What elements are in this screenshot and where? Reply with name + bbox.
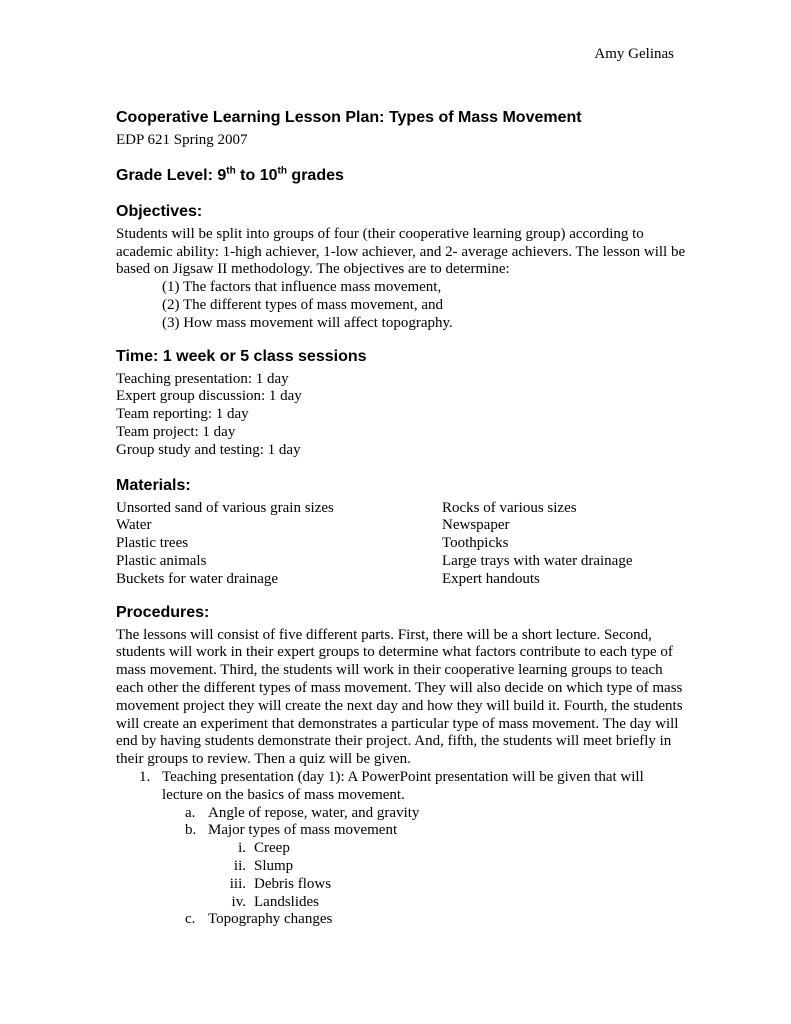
objective-item: (1) The factors that influence mass movement, <box>162 279 442 296</box>
materials-list <box>116 500 686 589</box>
time-item: Teaching presentation: 1 day <box>116 370 289 387</box>
objectives-heading: Objectives: <box>116 202 203 220</box>
time-item: Team project: 1 day <box>116 423 236 440</box>
sub-sub-step-text: Landslides <box>254 893 319 910</box>
material-item: Newspaper <box>442 517 510 534</box>
time-item: Team reporting: 1 day <box>116 406 249 423</box>
sub-sub-step-text: Slump <box>254 857 294 874</box>
roman-numeral: ii. <box>233 857 246 874</box>
sub-sub-step <box>116 876 686 894</box>
step-number: 1. <box>139 768 151 785</box>
material-item: Water <box>116 517 152 534</box>
sub-step <box>116 911 686 929</box>
sub-sub-step <box>116 840 686 858</box>
material-item: Rocks of various sizes <box>442 499 577 516</box>
sub-sub-step <box>116 894 686 912</box>
sub-sub-step-text: Creep <box>254 840 290 857</box>
sub-step <box>116 822 686 840</box>
procedure-step <box>116 769 686 805</box>
material-item: Plastic animals <box>116 552 207 569</box>
procedures-intro: The lessons will consist of five different parts. First, there will be a short lecture. Second, students will work in their expert groups to determine what factors contribute to each type of mass movement. Third, the students will work in their cooperative learning groups to teach each other the different types of mass movement. They will also decide on which type of mass movement project they will create the next day and how they will build it. Fourth, the students will create an experiment that demonstrates a particular type of mass movement. The day will end by having students demonstrate their project. And, fifth, the students will meet briefly in their groups to review. Then a quiz will be given. <box>116 626 683 768</box>
sub-step-text: Major types of mass movement <box>208 822 398 839</box>
sub-step-letter: a. <box>185 804 196 821</box>
material-item: Plastic trees <box>116 535 189 552</box>
objective-item: (2) The different types of mass movement, and <box>162 296 444 313</box>
time-list <box>116 371 686 460</box>
document-title: Cooperative Learning Lesson Plan: Types of Mass Movement <box>116 109 582 126</box>
objectives-list <box>116 279 686 332</box>
grade-level-heading: Grade Level: 9th to 10th grades <box>116 165 344 184</box>
time-heading: Time: 1 week or 5 class sessions <box>116 347 367 365</box>
material-item: Large trays with water drainage <box>442 552 633 569</box>
sub-sub-step <box>116 858 686 876</box>
time-item: Group study and testing: 1 day <box>116 441 301 458</box>
sub-step-text: Topography changes <box>208 911 333 928</box>
sub-step-letter: c. <box>185 911 196 928</box>
sub-step-text: Angle of repose, water, and gravity <box>208 804 420 821</box>
procedures-heading: Procedures: <box>116 603 210 621</box>
course-info: EDP 621 Spring 2007 <box>116 132 248 148</box>
material-item: Buckets for water drainage <box>116 570 279 587</box>
author-name: Amy Gelinas <box>594 46 674 62</box>
material-item: Toothpicks <box>442 535 509 552</box>
roman-numeral: iv. <box>231 893 246 910</box>
sub-step-letter: b. <box>185 822 197 839</box>
sub-step <box>116 805 686 823</box>
objectives-intro: Students will be split into groups of four (their cooperative learning group) according to academic ability: 1-high achiever, 1-low achiever, and 2- average achievers. The lesson will be based on Jigsaw II methodology. The objectives are to determine: <box>116 225 686 278</box>
objective-item: (3) How mass movement will affect topography. <box>162 314 453 331</box>
roman-numeral: iii. <box>229 875 246 892</box>
step-text: Teaching presentation (day 1): A PowerPoint presentation will be given that will lecture on the basics of mass movement. <box>162 768 644 803</box>
material-item: Unsorted sand of various grain sizes <box>116 499 334 516</box>
lesson-plan-body <box>116 108 686 929</box>
materials-heading: Materials: <box>116 476 191 494</box>
procedure-steps <box>116 769 686 929</box>
material-item: Expert handouts <box>442 570 540 587</box>
time-item: Expert group discussion: 1 day <box>116 388 302 405</box>
sub-sub-step-text: Debris flows <box>254 875 332 892</box>
roman-numeral: i. <box>238 840 246 857</box>
